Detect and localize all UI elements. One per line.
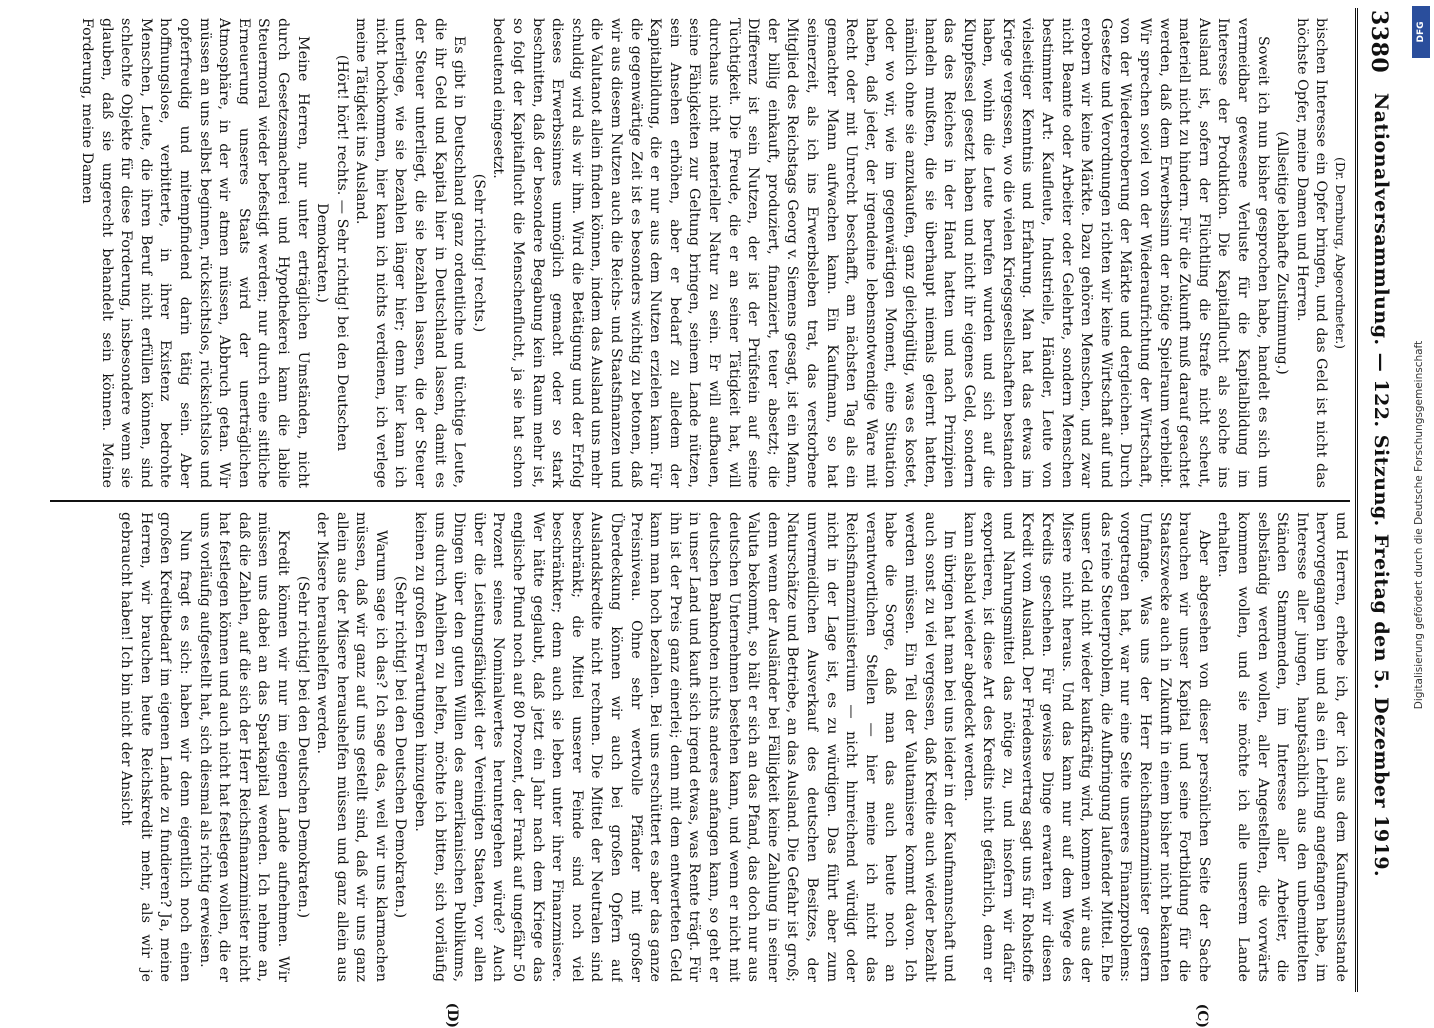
right-paragraph: Im übrigen hat man bei uns leider in der Kaufmannschaft und auch sonst zu viel vergessen, daß Kredite auch wieder bezahlt werden müssen. Ein Teil der Valutamisere kommt davon. Ich habe die Sorge, daß man das auch heute noch an verantwortlichen Stellen — hier meine ich nicht das Reichsfinanzministerium — nicht hinreichend würdigt oder nicht in der Lage ist, es zu würdigen. Das führt aber zum unvermeidlichen Ausverkauf des deutschen Besitzes, der Naturschätze und Betriebe, an das Ausland. Die Gefahr ist groß; denn wenn der Ausländer bei Fälligkeit keine Zahlung in seiner Valuta bekommt, so hält er sich an das Pfand, das doch nur aus deutschen Unternehmen bestehen kann, und wenn er nicht mit deutschen Banknoten nichts anderes anfangen kann, so geht er in unser Land und kauft sich irgend etwas, was Rente trägt. Für ihn ist der Preis ganz einerlei; denn mit dem entwerteten Geld kann man hoch bezahlen. Bei uns erschüttert es aber das ganze Preisniveau. Ohne sehr wertvolle Pfänder mit großer Überdeckung können wir auch bei großen Opfern auf Auslandskredite nicht rechnen. Die Mittel der Neutralen sind beschränkt; die Mittel unserer Feinde sind noch viel beschränkter; denn auch sie leben unter ihrer Finanzmisere. Wer hätte geglaubt, daß jetzt ein Jahr nach dem Kriege das englische Pfund noch auf 80 Prozent, der Frank auf ungefähr 50 Prozent seines Nominalwertes heruntergehen würde? Auch über die Leistungsfähigkeit der Vereinigten Staaten, vor allen Dingen über den guten Willen des amerikanischen Publikums, uns durch Anleihen zu helfen, möchte ich bitten, sich vorläufig keinen zu großen Erwartungen hinzugeben. [412,512,958,982]
margin-marker-c: (C) [1194,1003,1210,1028]
page-title: Nationalversammlung. — 122. Sitzung. Freitag den 5. Dezember 1919. [1370,92,1392,878]
dfg-logo-text: DFG [1416,21,1426,43]
right-paragraph: Kredit können wir nur im eigenen Lande aufnehmen. Wir müssen uns dabei an das Sparkapital wenden. Ich nehme an, daß die Zahlen, auf die sich der Herr Reichsfinanzminister nicht hat festlegen können und auch nicht hat festlegen wollen, die er uns vorläufig aufgestellt hat, sich diesmal als richtig erweisen. [196,512,291,982]
right-paragraph: Nun fragt es sich: haben wir denn eigentlich noch einen großen Kreditbedarf im eigenen Lande zu fundieren? Ja, meine Herren, wir brauchen heute Reichskredit mehr, als wir je gebraucht haben! Ich bin nicht der Ansicht [118,512,193,982]
digitization-credit [1408,60,1430,990]
right-paragraph: und Herren, erhebe ich, der ich aus dem Kaufmannsstande hervorgegangen bin und als ein Lehrling angefangen habe, im Interesse aller jungen, hauptsächlich aus den unbemittelten Ständen Stammenden, im Interesse aller Arbeiter, die selbständig werden wollen, aller Angestellten, die vorwärts kommen wollen, und sie möchte ich alle unserem Lande erhalten. [1215,512,1349,982]
right-paragraph: Warum sage ich das? Ich sage das, weil wir uns klarmachen müssen, daß wir ganz auf uns gestellt sind, daß wir uns ganz allein aus der Misere heraushelfen müssen und ganz allein aus der Misere heraushelfen werden. [314,512,389,982]
margin-marker-d: (D) [444,1002,460,1028]
interjection: (Sehr richtig! rechts.) [470,173,487,333]
interjection: (Hört! hört! rechts. — Sehr richtig! bei den Deutschen Demokraten.) [314,54,350,452]
dfg-logo [1412,6,1430,58]
header-rule [1355,8,1358,992]
left-paragraph: bischen Interesse ein Opfer bringen, und das Geld ist nicht das höchste Opfer, meine Damen und Herren. [1293,18,1330,488]
rotated-document-page [40,0,1410,1028]
column-divider [50,500,1350,502]
left-paragraph: Meine Herren, nur unter erträglichen Umständen, nicht durch Gesetzesmacherei und Hypothekerei kann die labile Steuermoral wieder befestigt werden; nur durch eine sittliche Erneuerung unseres Staats wird der unerträglichen Atmosphäre, in der wir atmen müssen, Abbruch getan. Wir müssen an uns selbst beginnen, rücksichtslos, rücksichtslos und opferfreudig und mitempfindend darin tätig sein. Aber hoffnungslose, verbitterte, in ihrer Existenz bedrohte Menschen, Leute, die ihren Beruf nicht erfüllen können, sind schlechte Objekte für diese Forderung, insbesondere wenn sie glauben, daß sie ungerecht behandelt sein können. Meine Forderung, meine Damen [79,18,311,488]
left-column [50,18,1350,488]
page-header [1356,0,1400,1000]
interjection: (Sehr richtig! bei den Deutschen Demokraten.) [392,575,409,919]
digitization-credit-text: Digitalisierung gefördert durch die Deutsche Forschungsgemeinschaft [1413,340,1425,710]
interjection: (Allseitige lebhafte Zustimmung.) [1274,131,1291,375]
page-number: 3380 [1366,10,1392,74]
left-paragraph: Soweit ich nun bisher gesprochen habe, handelt es sich um vermeidbar gewesene Verluste für die Kapitalbildung im Interesse der Produktion. Die Kapitalflucht als solche ins Ausland ist, sofern der Flüchtling die Strafe nicht scheut, materiell nicht zu hindern. Für die Zukunft muß darauf geachtet werden, daß dem Erwerbssinn der nötige Spielraum verbleibt. Wir sprechen soviel von der Wiederaufrichtung der Wirtschaft, von der Wiedereroberung der Märkte und dergleichen. Durch Gesetze und Verordnungen richten wir keine Wirtschaft auf und erobern wir keine Märkte. Dazu gehören Menschen, und zwar nicht Beamte oder Arbeiter oder Gelehrte, sondern Menschen bestimmter Art: Kaufleute, Industrielle, Händler, Leute von vielseitiger Kenntnis und Erfahrung. Man hat das etwas im Kriege vergessen, wo die vielen Kriegsgesellschaften bestanden haben, wohin die Leute berufen wurden und sich auf die Kluppfessel gesetzt haben und nicht ihr eigenes Geld, sondern das des Reiches in der Hand hatten und nach Prinzipien handeln mußten, die sie überhaupt niemals gelernt hatten, nämlich ohne sie anzukaufen, ganz gleichgültig, was es kostet, oder wo wir, wie im gegenwärtigen Moment, eine Situation haben, daß jeder, der irgendeine lebensnotwendige Ware mit Recht oder mit Unrecht beschafft, am nächsten Tag als ein gemachter Mann aufwachen kann. Ein Kaufmann, so hat seinerzeit, als ich ins Erwerbsleben trat, das verstorbene Mitglied des Reichstags Georg v. Siemens gesagt, ist ein Mann, der billig einkauft, produziert, finanziert, teuer absetzt; die Differenz ist sein Nutzen, der ist der Prüfstein auf seine Tüchtigkeit. Die Freude, die er an seiner Tätigkeit hat, will durchaus nicht materieller Natur zu sein. Er will aufbauen, seine Fähigkeiten zur Geltung bringen, seinem Lande nützen, sein Ansehen erhöhen, aber er bedarf zu alledem der Kapitalbildung, die er nur aus dem Nutzen erzielen kann. Für die gegenwärtige Zeit ist es besonders wichtig zu betonen, daß wir aus diesem Nutzen auch die Reichs- und Staatsfinanzen und die Valutanot allein finden können, indem das Ausland uns mehr schuldig wird als wir ihm. Wird die Betätigung und der Erfolg dieses Erwerbssinnes unmöglich gemacht oder so stark beschnitten, daß der besondere Begabung kein Raum mehr ist, so folgt der Kapitalflucht die Menschenflucht, ja sie hat schon bedeutend eingesetzt. [490,18,1271,488]
speaker-label: (Dr. Dernburg, Abgeordneter.) [1333,156,1348,350]
right-column [50,512,1350,982]
right-paragraph: Aber abgesehen von dieser persönlichen Seite der Sache brauchen wir unser Kapital und seine Fortbildung für die Staatszwecke auch in Zukunft in einem bisher nicht bekannten Umfange. Was uns der Herr Reichsfinanzminister gestern vorgetragen hat, war nur eine Seite unseres Finanzproblems: das reine Steuerproblem, die Aufbringung laufender Mittel. Ehe unser Geld nicht wieder kaufkräftig wird, kommen wir aus der Misere nicht heraus. Und das kann nur auf dem Wege des Kredits geschehen. Für gewisse Dinge erwarten wir diesen Kredit vom Ausland. Der Friedensvertrag sagt uns für Rohstoffe und Nahrungsmittel das nötige zu, und insofern wir dafür exportieren, ist diese Art des Kredits nicht gefährlich, denn er kann alsbald wieder abgedeckt werden. [960,512,1212,982]
interjection: (Sehr richtig! bei den Deutschen Demokraten.) [294,575,311,919]
left-paragraph: Es gibt in Deutschland ganz ordentliche und tüchtige Leute, die ihr Geld und Kapital hier in Deutschland lassen, damit es der Steuer unterliegt, die sie bezahlen lassen, die der Steuer unterliege, wie sie bezahlen länger hier; denn hier kann ich nicht hochkommen, hier kann ich nichts verdienen, ich verlege meine Tätigkeit ins Ausland. [353,18,468,488]
